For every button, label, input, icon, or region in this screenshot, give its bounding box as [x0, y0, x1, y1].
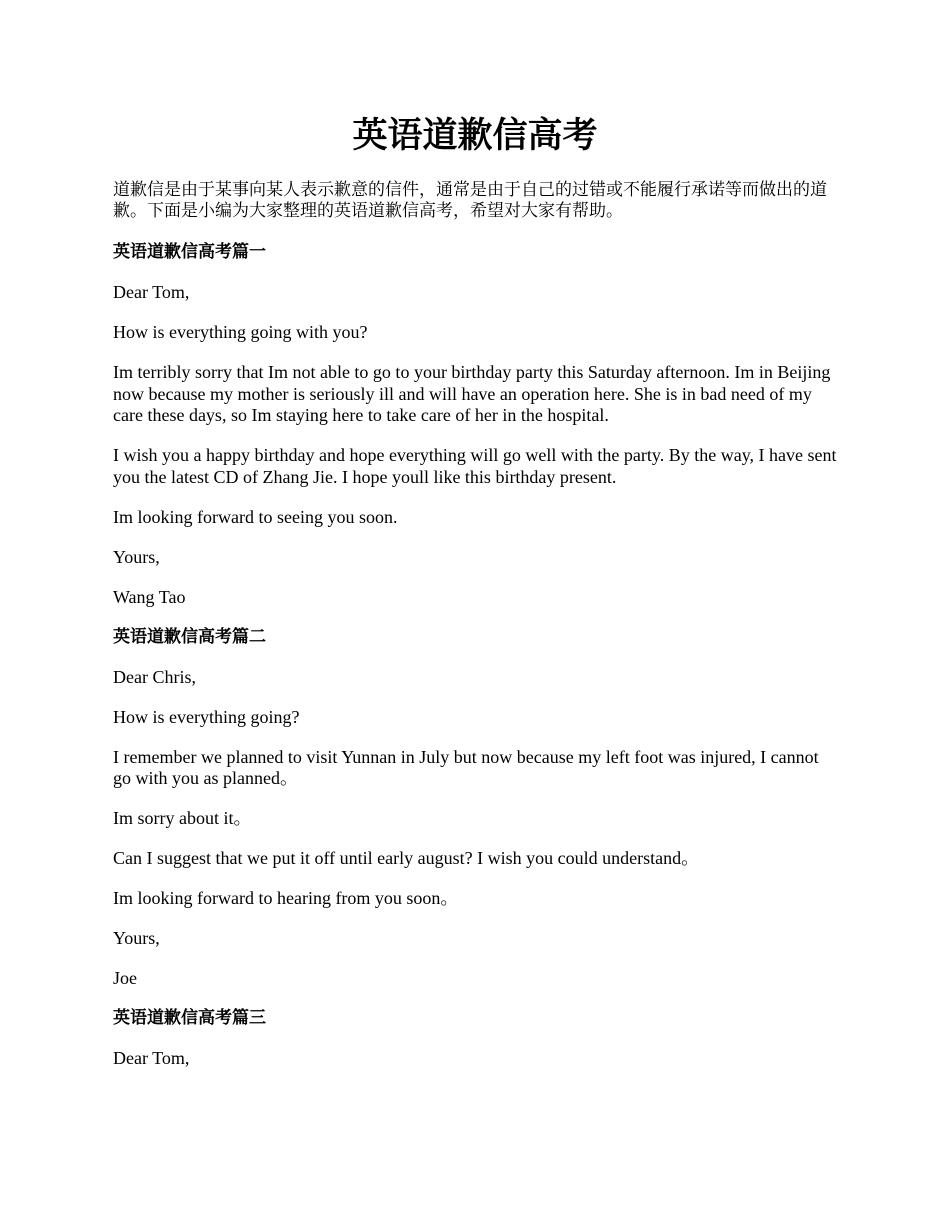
letter-signature: Joe	[113, 968, 137, 988]
letter-paragraph: Im looking forward to seeing you soon.	[113, 506, 398, 527]
letter-salutation: Dear Tom,	[113, 282, 190, 302]
intro-paragraph: 道歉信是由于某事向某人表示歉意的信件，通常是由于自己的过错或不能履行承诺等而做出的道歉。下面是小编为大家整理的英语道歉信高考，希望对大家有帮助。	[113, 180, 827, 221]
letter-paragraph: Im looking forward to hearing from you soon。	[113, 888, 459, 908]
letter-signature: Wang Tao	[113, 586, 186, 607]
letter-closing: Yours,	[113, 546, 160, 567]
document-body	[113, 180, 840, 1088]
letter-paragraph: Can I suggest that we put it off until early august? I wish you could understand。	[113, 848, 700, 868]
letter-paragraph: I wish you a happy birthday and hope everything will go well with the party. By the way, I have sent you the latest CD of Zhang Jie. I hope youll like this birthday present.	[113, 445, 837, 487]
letter-paragraph: Im sorry about it。	[113, 808, 252, 828]
letter-salutation: Dear Tom,	[113, 1048, 190, 1068]
letter-salutation: Dear Chris,	[113, 666, 196, 687]
page-title: 英语道歉信高考	[352, 115, 598, 156]
letter-paragraph: How is everything going?	[113, 706, 300, 727]
section-heading: 英语道歉信高考篇一	[113, 242, 266, 262]
letter-paragraph: I remember we planned to visit Yunnan in July but now because my left foot was injured, I cannot go with you as planned。	[113, 746, 819, 788]
letter-section-2	[113, 627, 840, 990]
section-heading: 英语道歉信高考篇二	[113, 626, 266, 647]
letter-paragraph: Im terribly sorry that Im not able to go to your birthday party this Saturday afternoon. Im in Beijing now because my mother is seriously ill and will have an operation here. She is in bad need of my care these days, so Im staying here to take care of her in the hospital.	[113, 362, 831, 425]
letter-closing: Yours,	[113, 928, 160, 948]
section-heading: 英语道歉信高考篇三	[113, 1008, 266, 1028]
letter-paragraph: How is everything going with you?	[113, 322, 368, 342]
letter-section-3	[113, 1008, 840, 1070]
letter-section-1	[113, 242, 840, 608]
